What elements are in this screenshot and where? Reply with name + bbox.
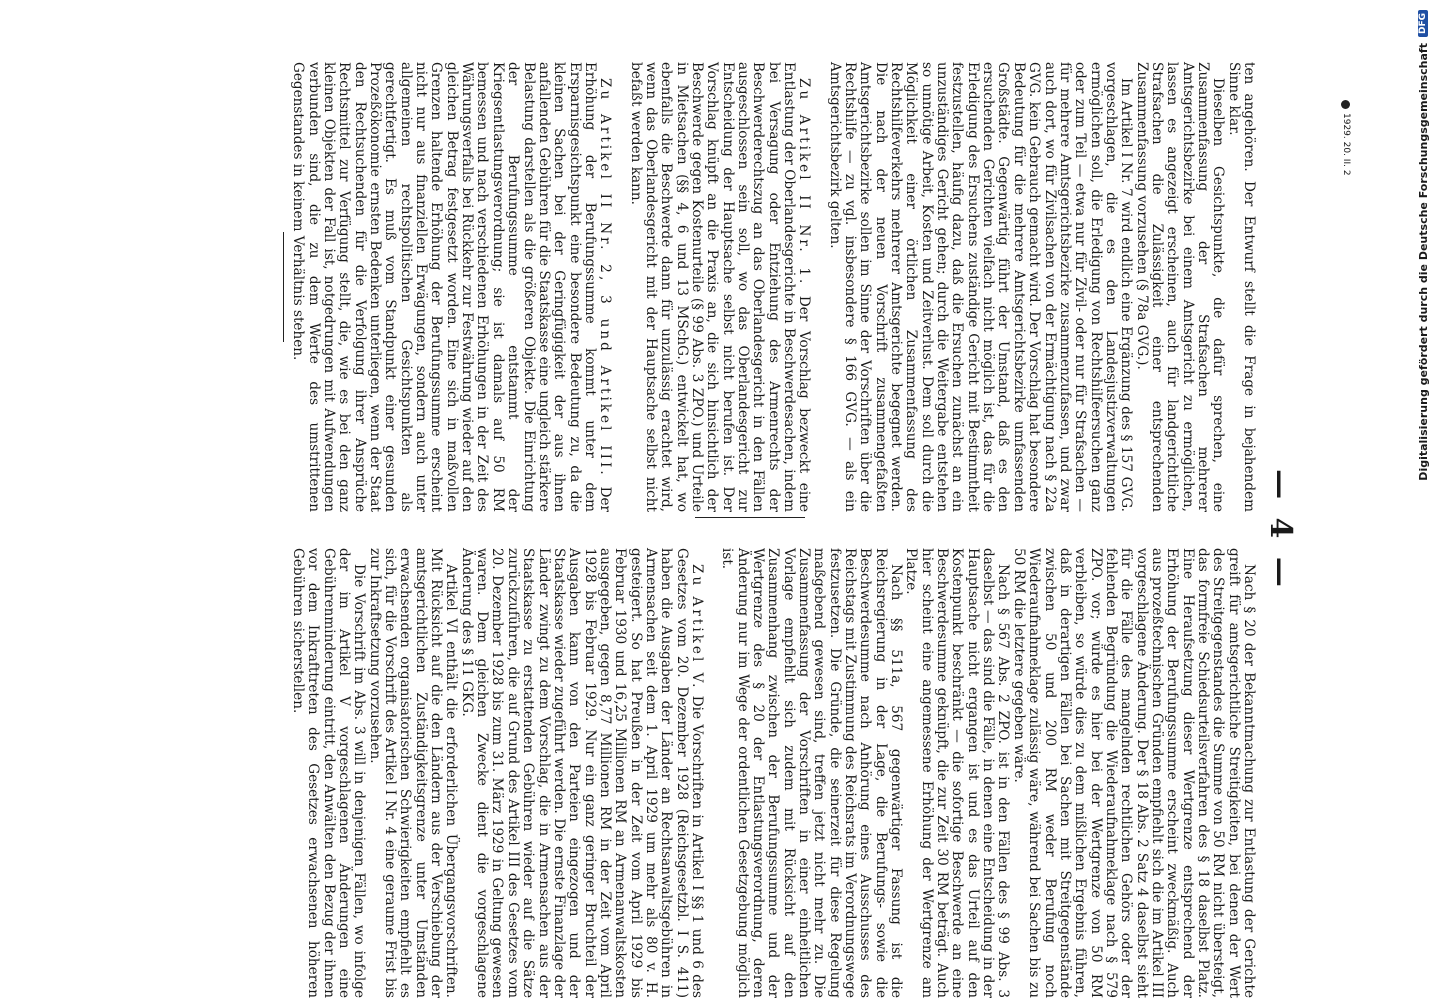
paragraph: Artikel VI enthält die erforderlichen Übergangsvorschriften. Mit Rücksicht auf die den Ländern aus der Verschiebung der amtsgerichtlichen Zuständigkeitsgrenze unter Umständen erwachsenden organisatorischen Schwierigkeiten empfiehlt es sich, für die Vorschrift des Artikel I Nr. 4 eine geraume Frist bis zur Inkraftsetzung vorzusehen. [366, 548, 460, 998]
paragraph [458, 548, 704, 998]
section-heading: Zu Artikel II Nr. 1. [796, 78, 813, 287]
page-header [1260, 62, 1300, 998]
paragraph: Nach §§ 511a, 567 gegenwärtiger Fassung ist die Reichsregierung in der Lage, die Berufungs- sowie die Beschwerdesumme nach Anhörung eines Ausschusses des Reichstags mit Zustimmung des Reichsrats im Verordnungswege festzusetzen. Die Gründe, die seinerzeit für diese Regelung maßgebend gewesen sind, treffen jetzt nicht mehr zu. Die Zusammenfassung der Vorschriften in einer einheitlichen Vorlage empfiehlt sich zudem mit Rücksicht auf den Zusammenhang zwischen der Berufungssumme und der Wertgrenze des § 20 der Entlastungsverordnung, deren Änderung nur im Wege der ordentlichen Gesetzgebung möglich ist. [719, 548, 905, 998]
paragraph [627, 62, 811, 512]
stamp-text: 1929. 20. II. 2 [1341, 113, 1351, 176]
page-number: — 4 — [1263, 469, 1298, 591]
column-rule [695, 517, 805, 518]
paragraph-text: Der Vorschlag bezweckt eine Entlastung der Oberlandesgerichte in Beschwerdesachen, indem bei Versagung oder Entziehung des Armenrechts der Beschwerderechtszug an das Oberlandesgericht in den Fällen ausgeschlossen sein soll, wo das Oberlandesgericht zur Entscheidung der Hauptsache selbst nicht berufen ist. Der Vorschlag knüpft an die Praxis an, die sich hinsichtlich der Beschwerde gegen Kostenurteile (§ 99 Abs. 3 ZPO.) und Urteile in Mietsachen (§§ 4, 6 und 13 MSchG.) entwickelt hat, wo ebenfalls die Beschwerde dann für unzulässig erachtet wird, wenn das Oberlandesgericht mit der Hauptsache selbst nicht befaßt werden kann. [627, 62, 813, 512]
section-heading: Zu Artikel II Nr. 2, 3 und Artikel III. [597, 78, 614, 478]
paragraph: Im Artikel I Nr. 7 wird endlich eine Ergänzung des § 157 GVG. vorgeschlagen, die es den Landesjustizverwaltungen ermöglichen soll, die Erledigung von Rechtshilfeersuchen ganz oder zum Teil — etwa nur für Zivil- oder nur für Strafsachen — für mehrere Amtsgerichtsbezirke zusammenzufassen, und zwar auch dort, wo für Zivilsachen von der Ermächtigung nach § 22a GVG. kein Gebrauch gemacht wird. Der Vorschlag hat besondere Bedeutung für die mehrere Amtsgerichtsbezirke umfassenden Großstädte. Gegenwärtig führt der Umstand, daß es den ersuchenden Gerichten vielfach nicht möglich ist, das für die Erledigung des Ersuchens zuständige Gericht mit Bestimmtheit festzustellen, häufig dazu, daß die Ersuchen zunächst an ein unzuständiges Gericht gehen; durch die Weitergabe entstehen so unnötige Arbeit, Kosten und Zeitverlust. Dem soll durch die Möglichkeit einer örtlichen Zusammenfassung des Rechtshilfeverkehrs mehrerer Amtsgerichte begegnet werden. Die nach der neuen Vorschrift zusammengefaßten Amtsgerichtsbezirke sollen im Sinne der Vorschriften über die Rechtshilfe — zu vgl. insbesondere § 166 GVG. — als ein Amtsgerichtsbezirk gelten. [826, 62, 1135, 512]
paragraph: Dieselben Gesichtspunkte, die dafür sprechen, eine Zusammenfassung der Strafsachen mehrerer Amtsgerichtsbezirke bei einem Amtsgericht zu ermöglichen, lassen es angezeigt erscheinen, auch für landgerichtliche Strafsachen die Zulässigkeit einer entsprechenden Zusammenfassung vorzusehen (§ 78a GVG.). [1133, 62, 1227, 512]
paragraph-text: Der Erhöhung der Berufungssumme kommt unter dem Ersparnisgesichtspunkt eine besondere Bedeutung zu, da die kleinen Sachen bei der Geringfügigkeit der aus ihnen anfallenden Gebühren für die Staatskasse eine ungleich stärkere Belastung darstellen als die größeren Objekte. Die Einrichtung der Berufungssumme entstammt der Kriegsentlastungsverordnung; sie ist damals auf 50 RM bemessen und nach verschiedenen Erhöhungen in der Zeit des Währungsverfalls bei Rückkehr zur Festwährung wieder auf den gleichen Betrag festgesetzt worden. Eine sich in maßvollen Grenzen haltende Erhöhung der Berufungssumme erscheint nicht nur aus finanziellen Erwägungen, sondern auch unter allgemeinen rechtspolitischen Gesichtspunkten als gerechtfertigt. Es muß vom Standpunkt einer gesunden Prozeßökonomie ernsten Bedenken unterliegen, wenn der Staat den Rechtsuchenden für die Verfolgung ihrer Ansprüche Rechtsmittel zur Verfügung stellt, die, wie es bei den ganz kleinen Objekten der Fall ist, notgedrungen mit Aufwendungen verbunden sind, die zu dem Werte des umstrittenen Gegenstandes in keinem Verhältnis stehen. [290, 62, 614, 513]
section-heading: Zu Artikel V. [688, 564, 705, 691]
paragraph-text: Die Vorschriften in Artikel I §§ 1 und 6 des Gesetzes vom 20. Dezember 1928 (Reichsgesetzbl. I S. 411) haben die Ausgaben der Länder an Rechtsanwaltsgebühren in Armensachen seit dem 1. April 1929 um mehr als 80 v. H. gesteigert. So hat Preußen in der Zeit vom April 1929 bis Februar 1930 und 16,25 Millionen RM an Armenanwaltskosten ausgegeben, gegen 8,77 Millionen RM in der Zeit vom April 1928 bis Februar 1929. Nur ein ganz geringer Bruchteil der Ausgaben kann von den Parteien eingezogen und der Staatskasse wieder zugeführt werden. Die ernste Finanzlage der Länder zwingt zu dem Vorschlag, die in Armensachen aus der Staatskasse zu erstattenden Gebühren wieder auf die Sätze zurückzuführen, die auf Grund des Artikel III des Gesetzes vom 20. Dezember 1928 bis zum 31. März 1929 in Geltung gewesen waren. Dem gleichen Zwecke dient die vorgeschlagene Änderung des § 11 GKG. [458, 548, 705, 999]
rotated-text-block [120, 62, 1300, 998]
paragraph: Nach § 567 Abs. 2 ZPO. ist in den Fällen des § 99 Abs. 3 daselbst — das sind die Fälle, in denen eine Entscheidung in der Hauptsache nicht ergangen ist und es das Urteil auf den Kostenpunkt beschränkt — die sofortige Beschwerde an eine Beschwerdesumme geknüpft, die zur Zeit 30 RM beträgt. Auch hier scheint eine angemessene Erhöhung der Wertgrenze am Platze. [903, 548, 1012, 998]
print-stamp [1338, 100, 1354, 210]
divider [283, 232, 284, 342]
digitization-text: Digitalisierung gefördert durch die Deutsche Forschungsgemeinschaft [1416, 43, 1430, 481]
paragraph: Die Vorschrift im Abs. 3 will in denjenigen Fällen, wo infolge der im Artikel V vorgeschlagenen Änderungen eine Gebührenminderung eintritt, den Anwälten den Bezug der ihnen vor dem Inkrafttreten des Gesetzes erwachsenen höheren Gebühren sicherstellen. [290, 548, 368, 998]
digitization-note [1415, 10, 1431, 810]
dfg-logo: DFG [1418, 10, 1428, 37]
paragraph [290, 62, 612, 512]
paragraph: ten angehören. Der Entwurf stellt die Frage in bejahendem Sinne klar. [1225, 62, 1257, 512]
left-column [283, 62, 1256, 512]
right-column [290, 548, 1256, 998]
paragraph: Nach § 20 der Bekanntmachung zur Entlastung der Gerichte greift für amtsgerichtliche Streitigkeiten, bei denen der Wert des Streitgegenstandes die Summe von 50 RM nicht übersteigt, das formfreie Schiedsurteilsverfahren des § 18 daselbst Platz. Eine Heraufsetzung dieser Wertgrenze entsprechend der Erhöhung der Berufungssumme erscheint zweckmäßig. Auch aus prozeßtechnischen Gründen empfiehlt sich die im Artikel III vorgeschlagene Änderung. Der § 18 Abs. 2 Satz 4 daselbst sieht für die Fälle des mangelnden rechtlichen Gehörs oder der fehlenden Begründung die Wiederaufnahmeklage nach § 579 ZPO. vor; würde es hier bei der Wertgrenze von 50 RM verbleiben, so würde dies zu dem mißlichen Ergebnis führen, daß in derartigen Fällen bei Sachen mit Streitgegenstände zwischen 50 und 200 RM weder Berufung noch Wiederaufnahmeklage zulässig wäre, während bei Sachen bis zu 50 RM die letztere gegeben wäre. [1010, 548, 1257, 998]
stamp-icon [1342, 100, 1351, 109]
